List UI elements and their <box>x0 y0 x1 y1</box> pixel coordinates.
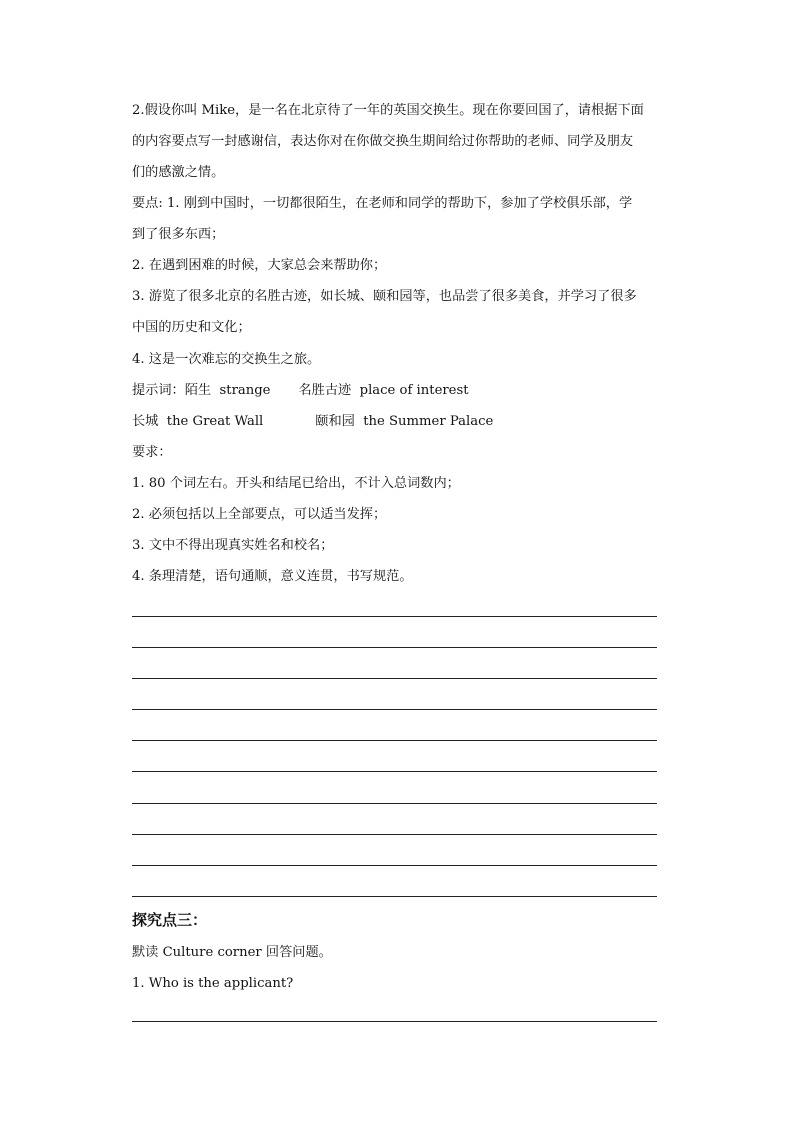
hint-strange-cn: 陌生 <box>184 383 212 398</box>
requirements-label: 要求： <box>132 445 172 460</box>
hint-words-row-1 <box>132 375 662 406</box>
answer-line[interactable] <box>132 678 657 679</box>
requirement-3: 3. 文中不得出现真实姓名和校名； <box>132 538 334 553</box>
answer-line[interactable] <box>132 1021 657 1022</box>
hint-summer-palace-cn: 颐和园 <box>315 414 355 429</box>
hint-place-cn: 名胜古迹 <box>298 383 352 398</box>
answer-line[interactable] <box>132 647 657 648</box>
answer-line[interactable] <box>132 865 657 866</box>
points-line-2: 到了很多东西； <box>132 227 225 242</box>
answer-line[interactable] <box>132 616 657 617</box>
hint-great-wall-cn: 长城 <box>132 414 159 429</box>
prompt-line-1: 2.假设你叫 Mike，是一名在北京待了一年的英国交换生。现在你要回国了，请根据下面 <box>132 103 644 118</box>
hint-summer-palace-en: the Summer Palace <box>363 414 494 429</box>
question-1: 1. Who is the applicant? <box>132 976 294 991</box>
prompt-line-3: 们的感激之情。 <box>132 165 225 180</box>
section-3-heading: 探究点三： <box>132 911 208 929</box>
point-3-line-2: 中国的历史和文化； <box>132 320 251 335</box>
requirement-1: 1. 80 个词左右。开头和结尾已给出，不计入总词数内； <box>132 476 460 491</box>
hint-place-en: place of interest <box>359 383 469 398</box>
answer-line[interactable] <box>132 834 657 835</box>
answer-line[interactable] <box>132 896 657 897</box>
hint-strange-en: strange <box>219 383 271 398</box>
requirement-2: 2. 必须包括以上全部要点，可以适当发挥； <box>132 507 387 522</box>
hint-great-wall-en: the Great Wall <box>166 414 264 429</box>
prompt-line-2: 的内容要点写一封感谢信，表达你对在你做交换生期间给过你帮助的老师、同学及朋友 <box>132 134 634 149</box>
section-3-instruction: 默读 Culture corner 回答问题。 <box>132 945 332 960</box>
answer-line[interactable] <box>132 740 657 741</box>
point-3-line-1: 3. 游览了很多北京的名胜古迹，如长城、颐和园等，也品尝了很多美食，并学习了很多 <box>132 289 637 304</box>
points-line-1: 要点: 1. 刚到中国时，一切都很陌生，在老师和同学的帮助下，参加了学校俱乐部，学 <box>132 196 633 211</box>
point-4: 4. 这是一次难忘的交换生之旅。 <box>132 352 321 367</box>
answer-line[interactable] <box>132 709 657 710</box>
hint-label: 提示词： <box>132 383 185 398</box>
requirement-4: 4. 条理清楚，语句通顺，意义连贯，书写规范。 <box>132 569 413 584</box>
point-2: 2. 在遇到困难的时候，大家总会来帮助你； <box>132 258 387 273</box>
answer-line[interactable] <box>132 803 657 804</box>
hint-words-row-2 <box>132 406 662 437</box>
answer-line[interactable] <box>132 771 657 772</box>
